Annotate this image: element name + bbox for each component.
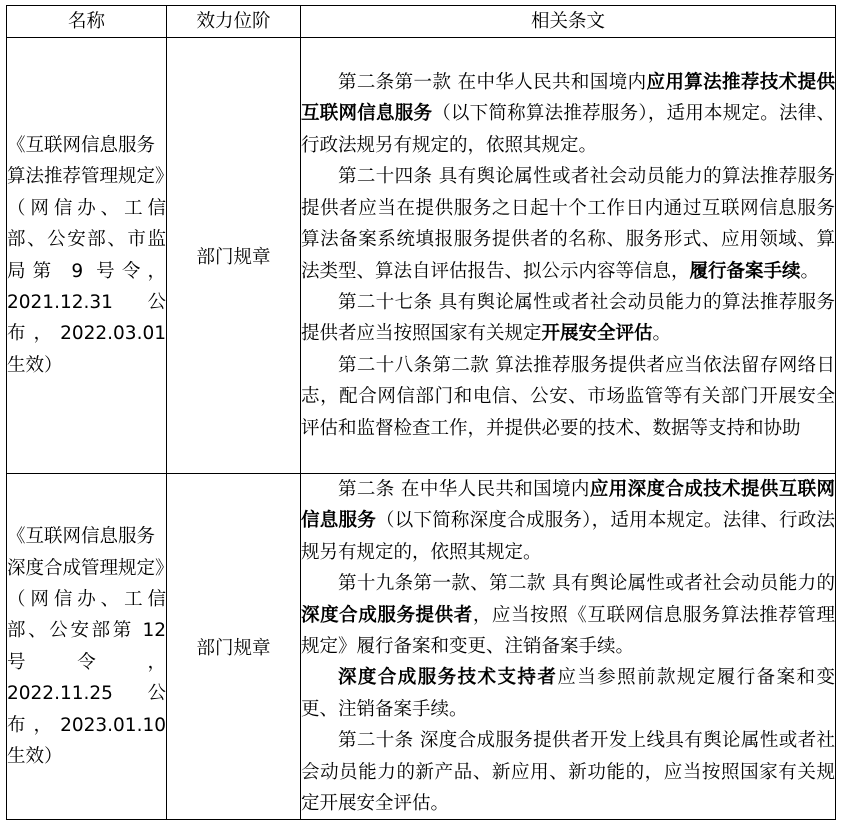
regulation-issuance-note: （网信办、工信部、公安部、市监局第 9 号令，2021.12.31 公布，2022.03.01 生效） bbox=[7, 197, 166, 376]
highlight-text: 开展安全评估 bbox=[541, 323, 653, 345]
provision-paragraph: 第二条第一款 在中华人民共和国境内应用算法推荐技术提供互联网信息服务（以下简称算法推荐服务），适用本规定。法律、行政法规另有规定的，依照其规定。 bbox=[301, 72, 835, 156]
legal-rank-cell: 部门规章 bbox=[167, 38, 301, 474]
table-header-row bbox=[7, 6, 836, 38]
regulation-title: 《互联网信息服务算法推荐管理规定》 bbox=[7, 134, 174, 188]
highlight-text: 应用算法推荐技术提供互联网信息服务 bbox=[301, 72, 835, 125]
provision-paragraph: 第二十八条第二款 算法推荐服务提供者应当依法留存网络日志，配合网信部门和电信、公安、市场监管等有关部门开展安全评估和监督检查工作，并提供必要的技术、数据等支持和协助 bbox=[301, 354, 835, 439]
provisions-cell bbox=[301, 474, 836, 820]
provision-paragraph: 第二条 在中华人民共和国境内应用深度合成技术提供互联网信息服务（以下简称深度合成服务），适用本规定。法律、行政法规另有规定的，依照其规定。 bbox=[301, 479, 835, 563]
highlight-text: 深度合成服务提供者 bbox=[301, 604, 473, 626]
regulation-name-cell bbox=[7, 38, 174, 474]
highlight-text: 深度合成服务技术支持者 bbox=[338, 667, 558, 689]
highlight-text: 履行备案手续 bbox=[689, 260, 801, 282]
regulation-name-cell bbox=[7, 474, 174, 820]
highlight-text: 应用深度合成技术提供互联网信息服务 bbox=[301, 479, 835, 532]
provision-paragraph: 第二十七条 具有舆论属性或者社会动员能力的算法推荐服务提供者应当按照国家有关规定开展安全评估。 bbox=[301, 291, 835, 345]
table-row bbox=[7, 474, 836, 820]
header-name: 名称 bbox=[7, 6, 167, 38]
regulation-issuance-note: （网信办、工信部、公安部第 12 号令，2022.11.25 公布，2023.01.10 生效） bbox=[7, 588, 166, 767]
header-rank: 效力位阶 bbox=[167, 6, 301, 38]
provision-paragraph: 深度合成服务技术支持者应当参照前款规定履行备案和变更、注销备案手续。 bbox=[301, 667, 835, 720]
table-row bbox=[7, 38, 836, 474]
provisions-cell bbox=[301, 38, 836, 474]
provision-paragraph: 第十九条第一款、第二款 具有舆论属性或者社会动员能力的深度合成服务提供者，应当按照《互联网信息服务算法推荐管理规定》履行备案和变更、注销备案手续。 bbox=[301, 573, 835, 658]
legal-rank-cell: 部门规章 bbox=[167, 474, 301, 820]
regulation-title: 《互联网信息服务深度合成管理规定》 bbox=[7, 526, 174, 579]
regulations-table bbox=[6, 5, 836, 820]
header-text: 相关条文 bbox=[301, 6, 836, 38]
provision-paragraph: 第二十条 深度合成服务提供者开发上线具有舆论属性或者社会动员能力的新产品、新应用、新功能的，应当按照国家有关规定开展安全评估。 bbox=[301, 730, 835, 815]
provision-paragraph: 第二十四条 具有舆论属性或者社会动员能力的算法推荐服务提供者应当在提供服务之日起十个工作日内通过互联网信息服务算法备案系统填报服务提供者的名称、服务形式、应用领域、算法类型、算法自评估报告、拟公示内容等信息，履行备案手续。 bbox=[301, 166, 835, 282]
